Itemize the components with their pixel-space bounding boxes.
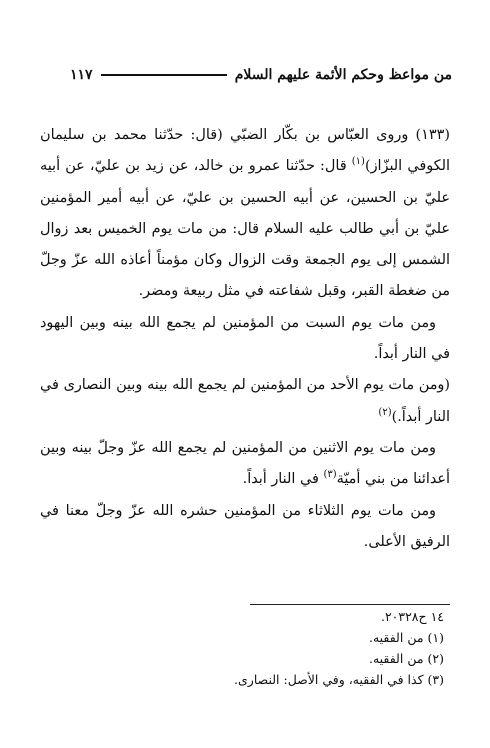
footnote-ref-2: (٢): [378, 406, 392, 418]
paragraph-5: ومن مات يوم الثلاثاء من المؤمنين حشره الله عزّ وجلّ معنا في الرفيق الأعلى.: [40, 502, 450, 550]
paragraph-1: (١٣٣) وروى العبّاس بن بكّار الضبّي (قال: حدّثنا محمد بن سليمان الكوفي البزّاز)$^{(١)}$ قال: حدّثنا عمرو بن خالد، عن زيد بن عليّ، عن أبيه عليّ بن الحسين، عن أبيه الحسين بن عليّ، عن أبيه أمير المؤمنين عليّ بن أبي طالب عليه السلام قال: من مات يوم الخميس بعد زوال الشمس إلى يوم الجمعة وقت الزوال وكان مؤمناً أعاذه الله عزّ وجلّ من ضغطة القبر، وقبل شفاعته في مثل ربيعة ومضر.: [40, 127, 450, 300]
footnote-ref-1: (١): [351, 156, 365, 168]
footnote-ref-3: (٣): [323, 469, 337, 481]
footnote-source: ١٤ ح٢٠٣٢٨.: [380, 609, 444, 624]
footnote-2: (٢) من الفقيه.: [368, 651, 444, 666]
paragraph-4: ومن مات يوم الاثنين من المؤمنين لم يجمع الله عزّ وجلّ بينه وبين أعدائنا من بني أميّة$^{(٣)}$ في النار أبداً.: [40, 439, 450, 488]
running-header: [70, 63, 452, 87]
footnotes: [40, 606, 444, 690]
header-title: من مواعظ وحكم الأئمة عليهم السلام: [234, 67, 452, 83]
page-number: ١١٧: [70, 67, 93, 83]
body-text: [40, 120, 450, 558]
footnote-3: (٣) كذا في الفقيه، وفي الأصل: النصارى.: [234, 672, 444, 687]
footnote-separator: [250, 604, 450, 605]
header-rule: [101, 74, 227, 76]
paragraph-3: (ومن مات يوم الأحد من المؤمنين لم يجمع الله بينه وبين النصارى في النار أبداً.)$^{(٢)}$: [40, 377, 450, 425]
paragraph-2: ومن مات يوم السبت من المؤمنين لم يجمع الله بينه وبين اليهود في النار أبداً.: [40, 314, 450, 363]
footnote-1: (١) من الفقيه.: [368, 630, 444, 645]
